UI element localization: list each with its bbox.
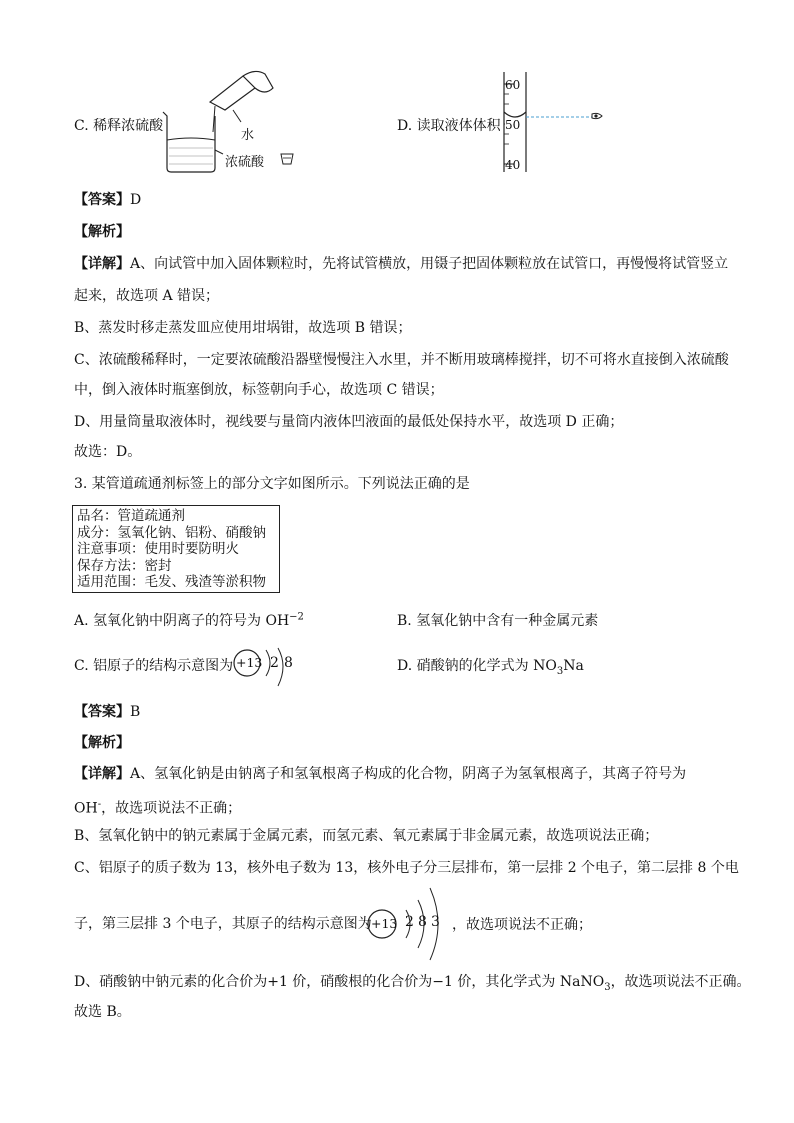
label-line: 成分：氢氧化钠、铝粉、硝酸钠 [77,524,266,541]
q2-detail-line5: 中，倒入液体时瓶塞倒放，标签朝向手心，故选项 C 错误； [74,382,444,398]
tick-40: 40 [505,158,521,172]
q3-detail-line3: B、氢氧化钠中的钠元素属于金属元素，而氢元素、氧元素属于非金属元素，故选项说法正确； [74,828,659,844]
acid-label: 浓硫酸 [225,155,265,170]
q3-detail-line1: 【详解】A、氢氧化钠是由钠离子和氢氧根离子构成的化合物，阴离子为氢氧根离子，其离子符号为 [74,766,687,782]
atom-full-shell-3: 3 [431,914,440,930]
q3-option-c: C. 铝原子的结构示意图为 [74,658,234,674]
q3-option-a: A. 氢氧化钠中阴离子的符号为 $OH^{-2}$ [74,611,304,629]
tick-60: 60 [505,78,521,92]
q3-detail-line7: 故选 B。 [74,1004,131,1020]
q3-detail-line4: C、铝原子的质子数为 13，核外电子数为 13，核外电子分三层排布，第一层排 2 个电子，第二层排 8 个电 [74,860,739,876]
q3-analysis-tag: 【解析】 [74,735,130,751]
option-d-label: D. 读取液体体积 [397,118,501,134]
atom-nucleus: +13 [236,655,263,670]
product-label-box [72,505,280,593]
q3-answer: 【答案】B [74,704,141,720]
atom-full-shell-1: 2 [405,914,414,930]
atom-full-nucleus: +13 [371,916,398,931]
q3-detail-line6: D、硝酸钠中钠元素的化合价为+1 价，硝酸根的化合价为−1 价，其化学式为 NaNO$_3$，故选项说法不正确。 [74,974,751,993]
q2-detail-line3: B、蒸发时移走蒸发皿应使用坩埚钳，故选项 B 错误； [74,320,412,336]
q2-answer: 【答案】D [74,192,142,208]
option-c-label: C. 稀释浓硫酸 [74,118,164,134]
q3-detail-line5: 子，第三层排 3 个电子，其原子的结构示意图为 [74,916,372,932]
q3-option-d: D. 硝酸钠的化学式为 $NO_3Na$ [397,658,584,677]
q3-option-b: B. 氢氧化钠中含有一种金属元素 [397,613,599,629]
q2-detail-line7: 故选：D。 [74,444,142,460]
q2-detail-line2: 起来，故选项 A 错误； [74,288,220,304]
label-line: 注意事项：使用时要防明火 [77,541,239,557]
water-label: 水 [241,128,255,143]
q2-detail-line4: C、浓硫酸稀释时，一定要浓硫酸沿器壁慢慢注入水里，并不断用玻璃棒搅拌，切不可将水直接倒入浓硫酸 [74,352,729,368]
atom-shell-1: 2 [270,655,279,671]
q3-detail-line5-suffix: ，故选项说法不正确； [452,917,592,933]
q2-detail-line6: D、用量筒量取液体时，视线要与量筒内液体凹液面的最低处保持水平，故选项 D 正确； [74,414,624,430]
q2-analysis-tag: 【解析】 [74,224,130,240]
tick-50: 50 [505,118,521,132]
q3-stem: 3. 某管道疏通剂标签上的部分文字如图所示。下列说法正确的是 [74,476,470,492]
atom-shell-2: 8 [284,655,293,671]
label-line: 品名：管道疏通剂 [77,508,185,524]
label-line: 适用范围：毛发、残渣等淤积物 [77,574,266,590]
q2-detail-line1: 【详解】A、向试管中加入固体颗粒时，先将试管横放，用镊子把固体颗粒放在试管口，再慢慢将试管竖立 [74,256,729,272]
label-line: 保存方法：密封 [77,557,172,574]
atom-full-shell-2: 8 [418,914,427,930]
q3-detail-line2: OH-，故选项说法不正确； [74,799,242,817]
